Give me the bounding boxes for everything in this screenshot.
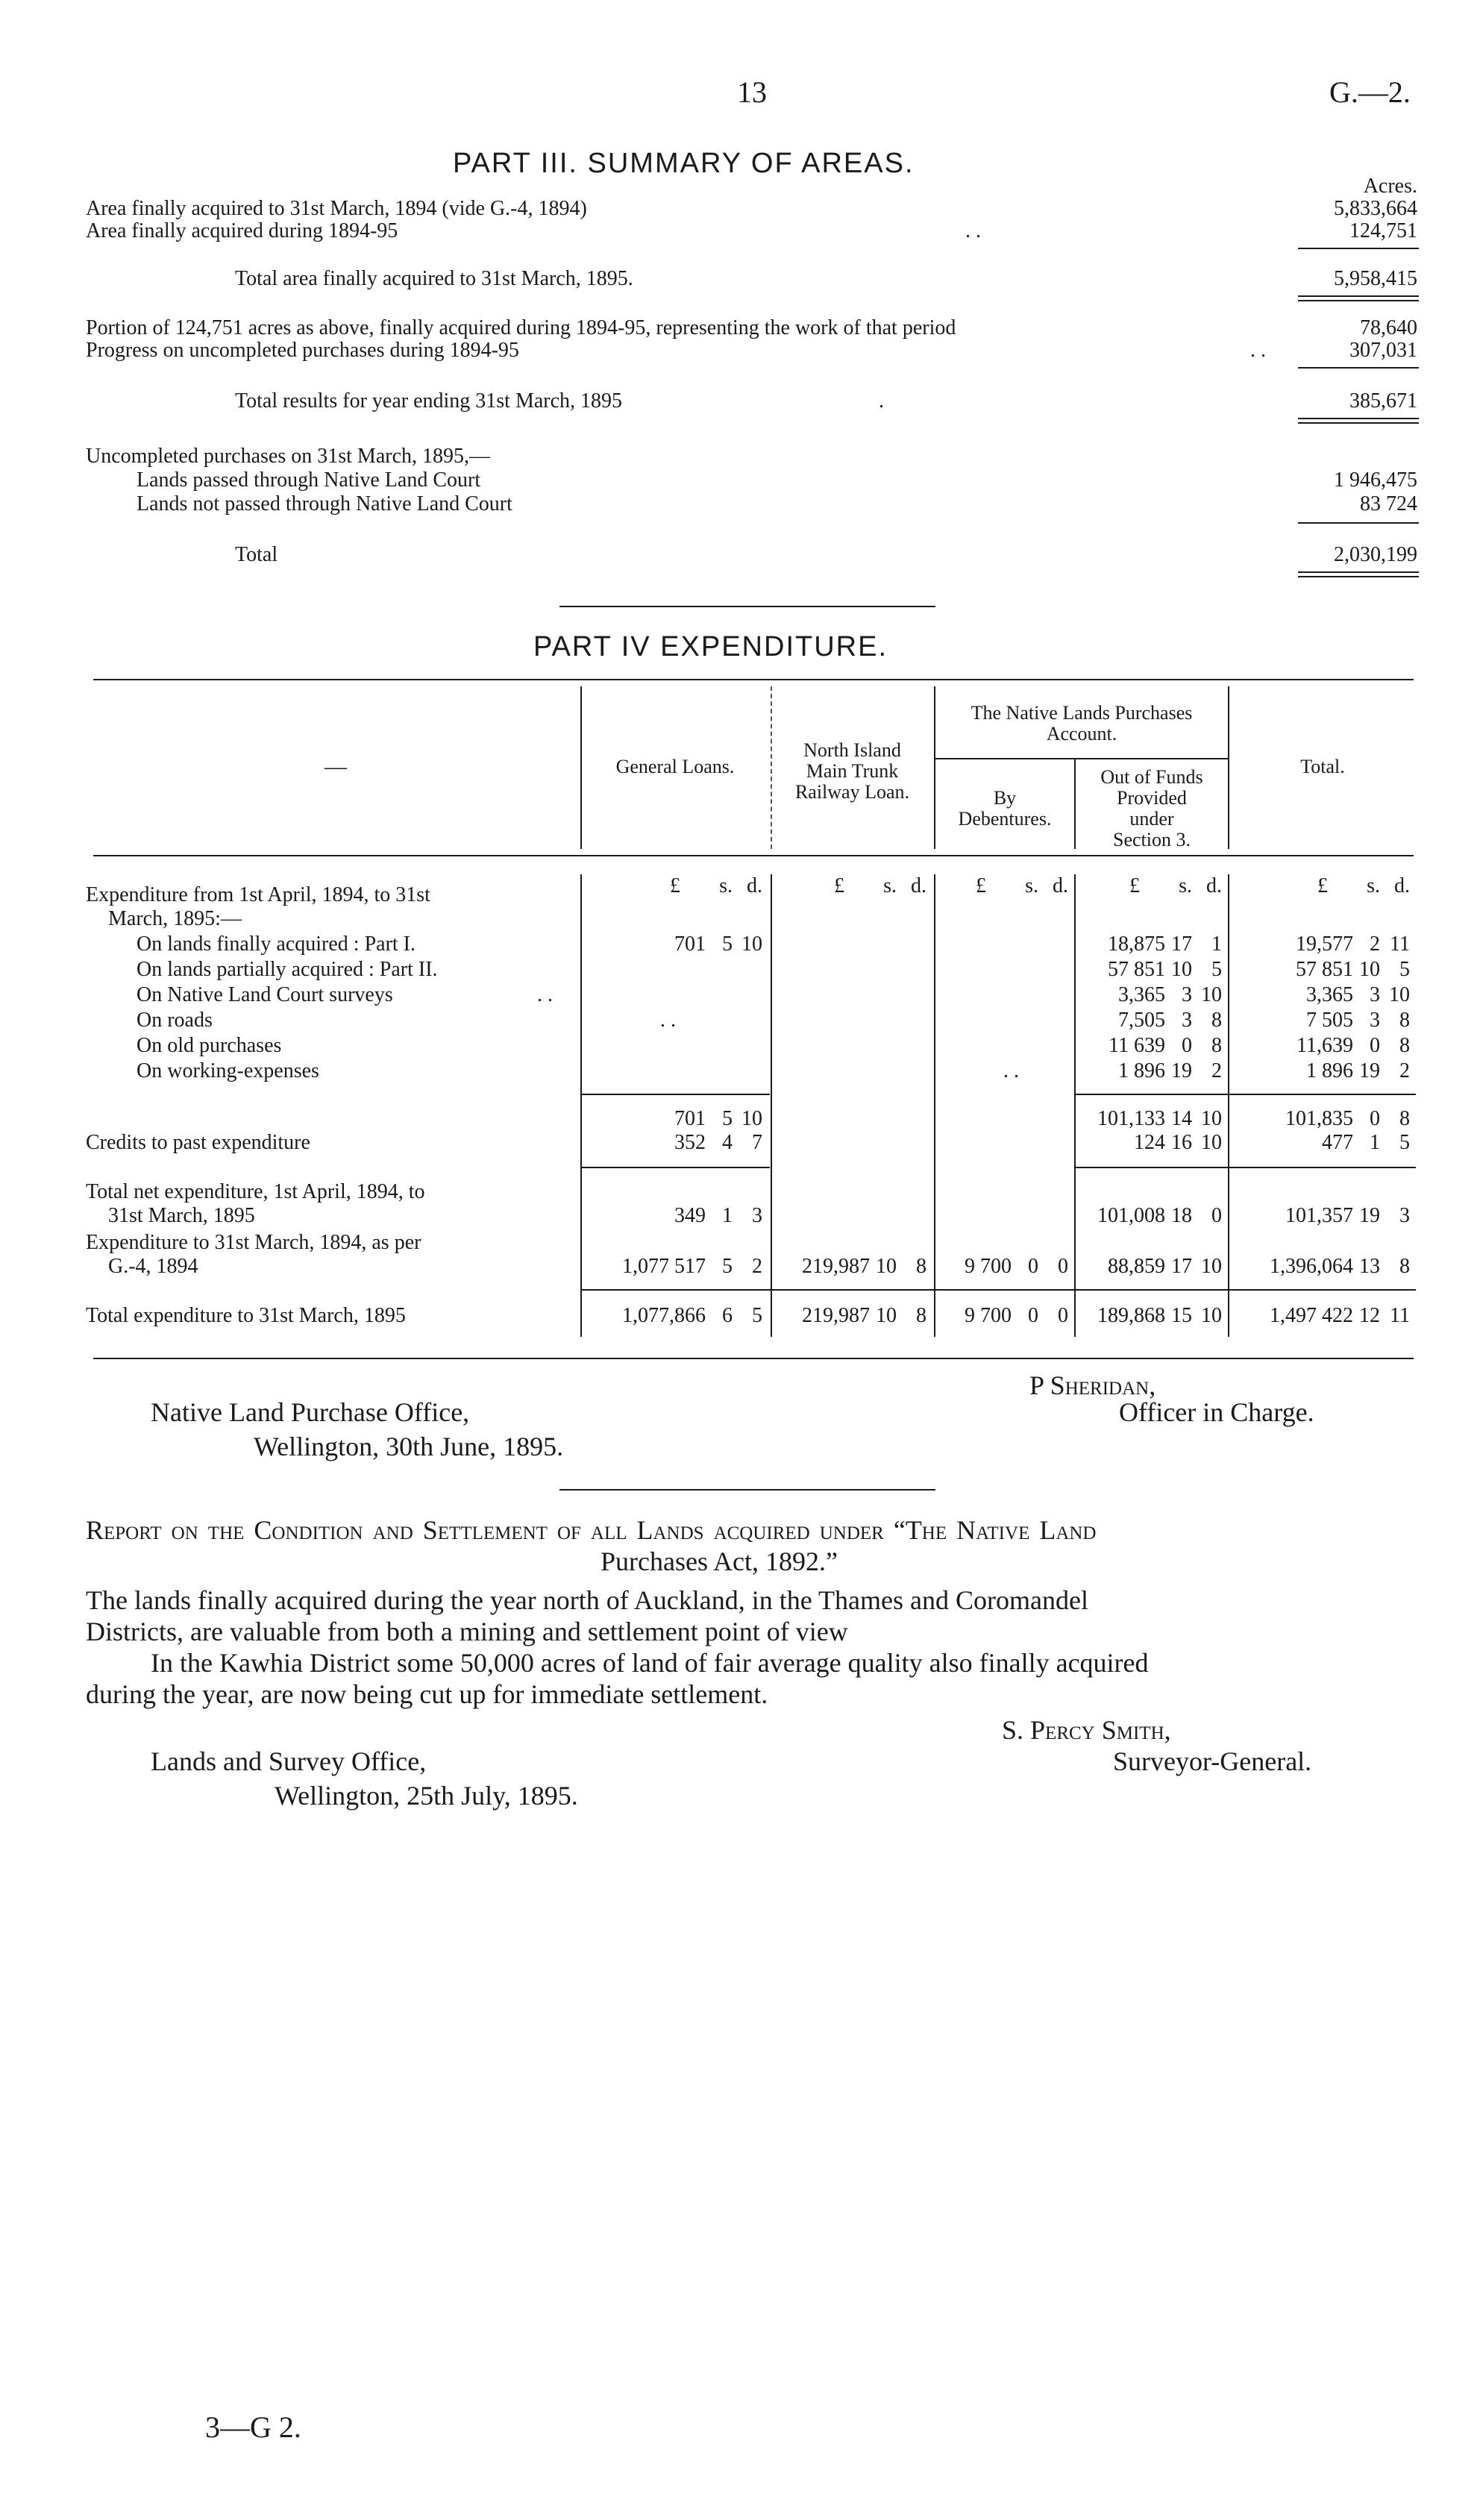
total-pounds: 1,396,064 <box>1270 1255 1353 1278</box>
shilling-symbol: s. <box>719 874 733 897</box>
dots: . . <box>1250 339 1266 362</box>
general-shillings: 6 <box>722 1304 733 1327</box>
portion-value: 78,640 <box>1360 316 1417 339</box>
deb-pounds: 9 700 <box>965 1255 1012 1278</box>
pence-symbol: d. <box>911 874 926 897</box>
uncompleted-total-label: Total <box>235 543 278 566</box>
report-heading-line2: Purchases Act, 1892.” <box>601 1546 838 1576</box>
total-pounds: 101,357 <box>1285 1204 1353 1227</box>
total-pounds: 1,497 422 <box>1270 1304 1353 1327</box>
area-row-1994 <box>86 197 587 221</box>
officer-title: Officer in Charge. <box>1119 1397 1314 1427</box>
header-line: Out of Funds <box>1100 766 1203 788</box>
subtotal-rule <box>582 1094 770 1095</box>
funds-pence: 10 <box>1201 1304 1222 1327</box>
sum-rule <box>1298 367 1419 369</box>
part3-title: PART III. SUMMARY OF AREAS. <box>453 148 915 179</box>
total-pence: 2 <box>1399 1059 1410 1082</box>
dots: . . <box>1003 1059 1019 1082</box>
report-para2-line1: In the Kawhia District some 50,000 acres of land of fair average quality also finally acquired <box>151 1648 1149 1678</box>
page-number: 13 <box>737 75 767 109</box>
dots: . . <box>965 219 981 242</box>
funds-pounds: 189,868 <box>1097 1304 1165 1327</box>
header-line: Main Trunk <box>806 760 899 782</box>
report-heading <box>86 1514 1097 1546</box>
row-label: Credits to past expenditure <box>86 1131 310 1154</box>
row-label: Area finally acquired to 31st March, 1894 (vide G.-4, 1894) <box>86 197 587 220</box>
debentures-header <box>935 788 1074 830</box>
total-area-value: 5,958,415 <box>1334 267 1417 290</box>
general-shillings: 1 <box>722 1204 733 1227</box>
funds-shillings: 17 <box>1171 1255 1192 1278</box>
dots: . <box>879 389 884 413</box>
subheader-rule <box>935 758 1228 759</box>
passed-court-label: Lands passed through Native Land Court <box>137 468 481 492</box>
dots: . . <box>660 1009 676 1032</box>
total-pounds: 101,835 <box>1285 1107 1353 1130</box>
general-pence: 10 <box>741 1107 762 1130</box>
total-shillings: 19 <box>1359 1204 1380 1227</box>
part4-title: PART IV EXPENDITURE. <box>533 631 888 662</box>
pence-symbol: d. <box>1394 874 1410 897</box>
funds-shillings: 16 <box>1171 1131 1192 1154</box>
row-label: On lands finally acquired : Part I. <box>137 933 416 956</box>
progress-value: 307,031 <box>1349 339 1417 362</box>
general-shillings: 5 <box>722 1107 733 1130</box>
funds-pence: 10 <box>1201 983 1222 1006</box>
shilling-symbol: s. <box>883 874 897 897</box>
subtotal-rule <box>1229 1167 1416 1168</box>
general-pounds: 1,077 517 <box>622 1255 706 1278</box>
row-label: On lands partially acquired : Part II. <box>137 958 438 981</box>
total-pounds: 477 <box>1322 1131 1353 1154</box>
double-rule-bottom <box>1298 300 1419 301</box>
total-pounds: 57 851 <box>1296 958 1353 981</box>
funds-pence: 10 <box>1201 1255 1222 1278</box>
funds-pence: 5 <box>1211 958 1222 981</box>
dots: . . <box>537 983 553 1006</box>
funds-shillings: 3 <box>1182 983 1192 1006</box>
pound-symbol: £ <box>1129 874 1140 897</box>
total-pounds: 3,365 <box>1306 983 1353 1006</box>
funds-shillings: 15 <box>1171 1304 1192 1327</box>
deb-shillings: 0 <box>1028 1304 1038 1327</box>
signatory-name: S. Percy Smith, <box>1002 1715 1171 1745</box>
total-pence: 11 <box>1390 1304 1410 1327</box>
row-label: Expenditure to 31st March, 1894, as per <box>86 1231 421 1254</box>
pound-symbol: £ <box>670 874 680 897</box>
total-pence: 8 <box>1399 1009 1410 1032</box>
funds-pounds: 101,133 <box>1097 1107 1165 1130</box>
north-shillings: 10 <box>876 1304 897 1327</box>
header-line: under <box>1129 808 1174 830</box>
row-label: Total expenditure to 31st March, 1895 <box>86 1304 406 1327</box>
section-divider <box>559 606 935 607</box>
header-line: Account. <box>1046 723 1117 745</box>
total-pence: 8 <box>1399 1255 1410 1278</box>
blank-header: — <box>324 754 347 779</box>
pence-symbol: d. <box>1206 874 1222 897</box>
deb-pence: 0 <box>1058 1255 1068 1278</box>
header-line: North Island <box>803 739 901 761</box>
shilling-symbol: s. <box>1179 874 1192 897</box>
general-shillings: 5 <box>722 1255 733 1278</box>
row-label-cont: G.-4, 1894 <box>108 1255 198 1278</box>
document-code: G.—2. <box>1329 75 1411 109</box>
north-pounds: 219,987 <box>802 1304 870 1327</box>
header-line: Railway Loan. <box>794 781 910 803</box>
general-shillings: 5 <box>722 933 733 956</box>
total-shillings: 12 <box>1359 1304 1380 1327</box>
general-shillings: 4 <box>722 1131 733 1154</box>
funds-pounds: 3,365 <box>1118 983 1165 1006</box>
area-value-1894-95: 124,751 <box>1349 219 1417 242</box>
table-bottom-rule <box>93 1358 1414 1359</box>
shilling-symbol: s. <box>1367 874 1380 897</box>
header-line: Provided <box>1117 787 1187 809</box>
pound-symbol: £ <box>976 874 986 897</box>
total-shillings: 19 <box>1359 1059 1380 1082</box>
funds-shillings: 3 <box>1182 1009 1192 1032</box>
subtotal-rule <box>1076 1167 1228 1168</box>
area-value-1994: 5,833,664 <box>1334 197 1417 220</box>
total-shillings: 3 <box>1370 983 1380 1006</box>
pence-symbol: d. <box>747 874 762 897</box>
not-passed-court-label: Lands not passed through Native Land Court <box>137 492 512 515</box>
heading-text: Report on the Condition and Settlement of all Lands acquired under “The Native Land <box>86 1515 1097 1545</box>
north-pounds: 219,987 <box>802 1255 870 1278</box>
progress-label: Progress on uncompleted purchases during 1894-95 <box>86 339 519 362</box>
row-label: On old purchases <box>137 1034 282 1057</box>
funds-pence: 8 <box>1211 1009 1222 1032</box>
total-area-label: Total area finally acquired to 31st March, 1895. <box>235 267 633 290</box>
general-pounds: 352 <box>674 1131 706 1154</box>
deb-pence: 0 <box>1058 1304 1068 1327</box>
not-passed-court-value: 83 724 <box>1360 492 1417 515</box>
uncompleted-label: Uncompleted purchases on 31st March, 1895,— <box>86 445 490 468</box>
funds-shillings: 10 <box>1171 958 1192 981</box>
total-header: Total. <box>1300 756 1345 777</box>
sum-rule <box>1298 248 1419 249</box>
funds-pounds: 11 639 <box>1109 1034 1165 1057</box>
subtotal-rule <box>582 1289 1416 1291</box>
row-label-cont: 31st March, 1895 <box>108 1204 255 1227</box>
funds-pence: 8 <box>1211 1034 1222 1057</box>
row-label: On roads <box>137 1009 213 1032</box>
total-results-label: Total results for year ending 31st March, 1895 <box>235 389 623 413</box>
total-pounds: 19,577 <box>1296 933 1353 956</box>
general-pence: 3 <box>752 1204 762 1227</box>
funds-pounds: 7,505 <box>1118 1009 1165 1032</box>
row-label: On Native Land Court surveys <box>137 983 393 1006</box>
funds-pence: 2 <box>1211 1059 1222 1082</box>
total-pence: 3 <box>1399 1204 1410 1227</box>
double-rule-top <box>1298 571 1419 573</box>
funds-pence: 10 <box>1201 1131 1222 1154</box>
funds-pounds: 124 <box>1134 1131 1165 1154</box>
total-shillings: 0 <box>1370 1034 1380 1057</box>
row-label: On working-expenses <box>137 1059 319 1082</box>
total-pence: 10 <box>1389 983 1410 1006</box>
funds-shillings: 0 <box>1182 1034 1192 1057</box>
funds-shillings: 19 <box>1171 1059 1192 1082</box>
total-pence: 11 <box>1390 933 1410 956</box>
pound-symbol: £ <box>1317 874 1328 897</box>
native-lands-header <box>935 703 1228 745</box>
north-island-header <box>772 740 932 803</box>
deb-shillings: 0 <box>1028 1255 1038 1278</box>
subtotal-rule <box>582 1167 770 1168</box>
total-results-value: 385,671 <box>1349 389 1417 413</box>
report-para2-line2: during the year, are now being cut up for immediate settlement. <box>86 1679 768 1709</box>
pound-symbol: £ <box>834 874 844 897</box>
signatory-name: P Sheridan, <box>1029 1370 1156 1400</box>
total-pence: 5 <box>1399 1131 1410 1154</box>
subtotal-rule <box>1076 1094 1228 1095</box>
general-loans-header: General Loans. <box>615 756 735 777</box>
funds-pounds: 88,859 <box>1108 1255 1165 1278</box>
total-pence: 5 <box>1399 958 1410 981</box>
header-line: The Native Lands Purchases <box>971 702 1193 724</box>
general-pence: 7 <box>752 1131 762 1154</box>
report-para1-line1: The lands finally acquired during the year north of Auckland, in the Thames and Coromandel <box>86 1585 1088 1615</box>
funds-pence: 0 <box>1211 1204 1222 1227</box>
deb-pounds: 9 700 <box>965 1304 1012 1327</box>
report-para1-line2: Districts, are valuable from both a mining and settlement point of view <box>86 1617 848 1646</box>
percy-smith-name <box>1002 1714 1171 1746</box>
funds-pounds: 18,875 <box>1108 933 1165 956</box>
footer-code: 3—G 2. <box>205 2410 301 2444</box>
sign1-place-date: Wellington, 30th June, 1895. <box>254 1432 564 1461</box>
general-pounds: 349 <box>674 1204 706 1227</box>
portion-label: Portion of 124,751 acres as above, finally acquired during 1894-95, representing the work of that period <box>86 316 956 339</box>
general-pence: 2 <box>752 1255 762 1278</box>
funds-pounds: 57 851 <box>1108 958 1165 981</box>
row-label: Expenditure from 1st April, 1894, to 31st <box>86 883 430 906</box>
double-rule-top <box>1298 418 1419 419</box>
total-shillings: 0 <box>1370 1107 1380 1130</box>
total-shillings: 10 <box>1359 958 1380 981</box>
native-land-office: Native Land Purchase Office, <box>151 1397 470 1427</box>
header-line: Section 3. <box>1113 829 1191 850</box>
table-top-rule <box>93 679 1414 680</box>
total-shillings: 13 <box>1359 1255 1380 1278</box>
north-shillings: 10 <box>876 1255 897 1278</box>
pence-symbol: d. <box>1053 874 1068 897</box>
acres-unit: Acres. <box>1363 175 1417 198</box>
row-label: Total net expenditure, 1st April, 1894, to <box>86 1180 425 1203</box>
general-pounds: 701 <box>674 933 706 956</box>
area-row-1894-95: Area finally acquired during 1894-95 <box>86 219 398 242</box>
header-line: Debentures. <box>958 808 1052 830</box>
surveyor-title: Surveyor-General. <box>1113 1746 1312 1776</box>
double-rule-bottom <box>1298 576 1419 577</box>
row-label-cont: March, 1895:— <box>108 907 242 930</box>
funds-shillings: 17 <box>1171 933 1192 956</box>
header-line: By <box>993 787 1017 809</box>
general-pounds: 701 <box>674 1107 706 1130</box>
general-pence: 10 <box>741 933 762 956</box>
passed-court-value: 1 946,475 <box>1334 468 1417 492</box>
funds-pounds: 101,008 <box>1097 1204 1165 1227</box>
total-pounds: 11,639 <box>1296 1034 1353 1057</box>
section-divider <box>559 1489 935 1491</box>
total-pence: 8 <box>1399 1107 1410 1130</box>
total-shillings: 2 <box>1370 933 1380 956</box>
total-pounds: 7 505 <box>1306 1009 1353 1032</box>
north-pence: 8 <box>916 1255 926 1278</box>
sign2-place-date: Wellington, 25th July, 1895. <box>275 1781 578 1811</box>
total-shillings: 1 <box>1370 1131 1380 1154</box>
sum-rule <box>1298 522 1419 524</box>
table-header-rule <box>93 855 1414 856</box>
lands-survey-office: Lands and Survey Office, <box>151 1746 427 1776</box>
total-shillings: 3 <box>1370 1009 1380 1032</box>
double-rule-top <box>1298 295 1419 297</box>
funds-pence: 1 <box>1211 933 1222 956</box>
general-pence: 5 <box>752 1304 762 1327</box>
funds-shillings: 18 <box>1171 1204 1192 1227</box>
double-rule-bottom <box>1298 422 1419 424</box>
funds-pence: 10 <box>1201 1107 1222 1130</box>
funds-pounds: 1 896 <box>1118 1059 1165 1082</box>
shilling-symbol: s. <box>1025 874 1038 897</box>
total-pounds: 1 896 <box>1306 1059 1353 1082</box>
total-pence: 8 <box>1399 1034 1410 1057</box>
general-pounds: 1,077,866 <box>622 1304 706 1327</box>
funds-header <box>1076 767 1228 850</box>
north-pence: 8 <box>916 1304 926 1327</box>
subtotal-rule <box>1229 1094 1416 1095</box>
uncompleted-total-value: 2,030,199 <box>1334 543 1417 566</box>
funds-shillings: 14 <box>1171 1107 1192 1130</box>
